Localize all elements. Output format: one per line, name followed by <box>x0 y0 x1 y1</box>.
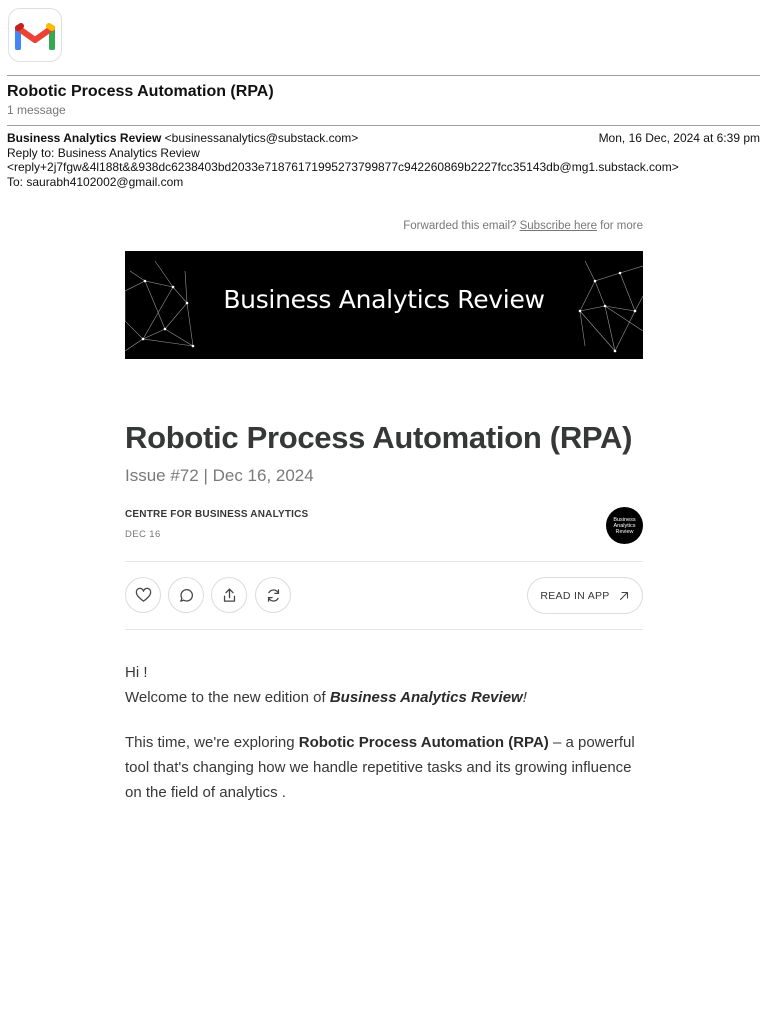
forward-prefix: Forwarded this email? <box>403 220 517 232</box>
share-icon <box>221 587 238 604</box>
share-button[interactable] <box>211 577 247 613</box>
heart-icon <box>135 587 152 604</box>
subject-divider <box>7 125 760 126</box>
post-subtitle: Issue #72 | Dec 16, 2024 <box>125 466 314 485</box>
sent-date: Mon, 16 Dec, 2024 at 6:39 pm <box>598 131 760 145</box>
newsletter-banner <box>125 251 643 359</box>
sender-name: Business Analytics Review <box>7 131 162 145</box>
author-name[interactable]: CENTRE FOR BUSINESS ANALYTICS <box>125 509 309 520</box>
sender-line <box>7 131 358 146</box>
restack-icon <box>265 587 282 604</box>
avatar[interactable]: Business Analytics Review <box>606 507 643 544</box>
actions-bottom-divider <box>125 629 643 630</box>
like-button[interactable] <box>125 577 161 613</box>
comment-icon <box>178 587 195 604</box>
forward-notice <box>403 220 643 232</box>
reply-to-label: Reply to: Business Analytics Review <box>7 146 200 160</box>
greeting: Hi ! <box>125 664 148 681</box>
to-line: To: saurabh4102002@gmail.com <box>7 175 184 189</box>
message-count: 1 message <box>7 103 66 117</box>
post-date: DEC 16 <box>125 529 161 540</box>
welcome-line <box>125 685 527 710</box>
actions-top-divider <box>125 561 643 562</box>
post-title[interactable]: Robotic Process Automation (RPA) <box>125 420 633 455</box>
subscribe-link[interactable]: Subscribe here <box>519 220 597 232</box>
read-in-app-button[interactable] <box>527 577 643 614</box>
welcome-publication-name: Business Analytics Review <box>329 689 523 706</box>
comment-button[interactable] <box>168 577 204 613</box>
welcome-prefix: Welcome to the new edition of <box>125 689 326 706</box>
intro-paragraph <box>125 730 645 805</box>
para-topic: Robotic Process Automation (RPA) <box>298 734 549 751</box>
welcome-suffix: ! <box>522 689 527 706</box>
forward-suffix: for more <box>600 220 643 232</box>
restack-button[interactable] <box>255 577 291 613</box>
email-subject: Robotic Process Automation (RPA) <box>7 83 274 100</box>
para-suffix: – a powerful tool that's changing how we handle repetitive tasks and its growing influence on the field of analytics . <box>125 734 635 801</box>
para-prefix: This time, we're exploring <box>125 734 295 751</box>
arrow-up-right-icon <box>618 590 630 602</box>
gmail-icon <box>8 8 62 62</box>
reply-to-address: <reply+2j7fgw&4l188t&&938dc6238403bd2033e71876171995273799877c942260869b2227fcc35143db@mg1.substack.com> <box>7 160 679 174</box>
header-divider <box>7 75 760 76</box>
banner-title: Business Analytics Review <box>223 285 545 314</box>
read-in-app-label: READ IN APP <box>540 589 610 602</box>
sender-email: <businessanalytics@substack.com> <box>164 131 359 145</box>
